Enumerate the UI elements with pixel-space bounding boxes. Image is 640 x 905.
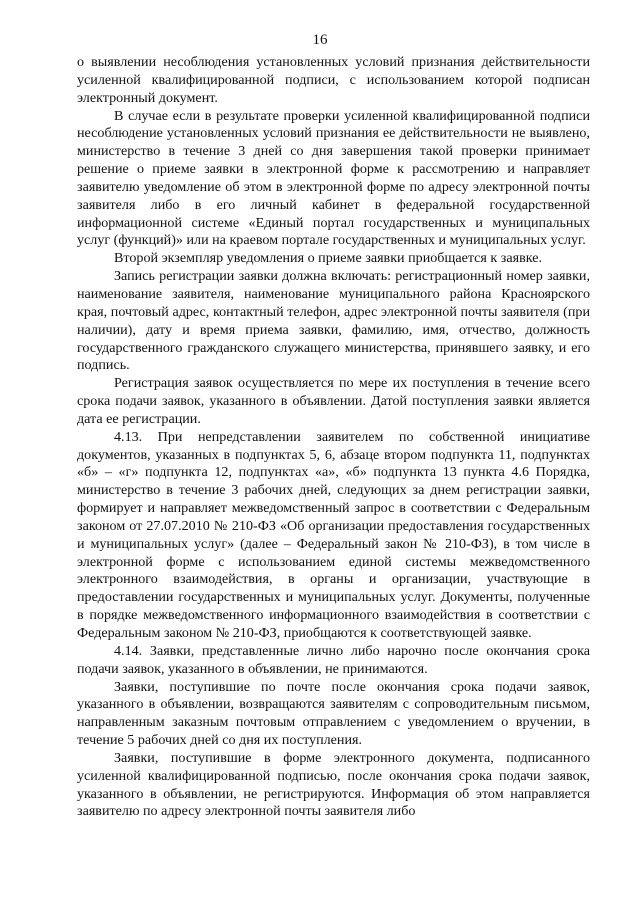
paragraph-9: Заявки, поступившие в форме электронного документа, подписанного усиленной квалифицированной подписью, после окончания срока подачи заявок, указанного в объявлении, не регистрируются. Информация об этом направляется заявителю по адресу электронной почты заявителя либо (77, 749, 590, 820)
paragraph-8: Заявки, поступившие по почте после окончания срока подачи заявок, указанного в объявлении, возвращаются заявителям с сопроводительным письмом, направленным заказным почтовым отправлением с уведомлением о вручении, в течение 5 рабочих дней со дня их поступления. (77, 678, 590, 749)
paragraph-3: Второй экземпляр уведомления о приеме заявки приобщается к заявке. (114, 250, 543, 267)
paragraph-7: 4.14. Заявки, представленные лично либо нарочно после окончания срока подачи заявок, указанного в объявлении, не принимаются. (77, 642, 590, 677)
paragraph-6: 4.13. При непредставлении заявителем по собственной инициативе документов, указанных в подпунктах 5, 6, абзаце втором подпункта 11, подпунктах «б» – «г» подпункта 12, подпунктах «а», «б» подпункта 13 пункта 4.6 Порядка, министерство в течение 3 рабочих дней, следующих за днем регистрации заявки, формирует и направляет межведомственный запрос в соответствии с Федеральным законом от 27.07.2010 № 210-ФЗ «Об организации предоставления государственных и муниципальных услуг» (далее – Федеральный закон № 210-ФЗ), в том числе в электронной форме с использованием единой системы межведомственного электронного взаимодействия, в органы и организации, участвующие в предоставлении государственных и муниципальных услуг. Документы, полученные в порядке межведомственного информационного взаимодействия в соответствии с Федеральным законом № 210-ФЗ, приобщаются к соответствующей заявке. (77, 428, 590, 641)
document-body (77, 54, 590, 821)
paragraph-4: Запись регистрации заявки должна включать: регистрационный номер заявки, наименование заявителя, наименование муниципального района Красноярского края, почтовый адрес, контактный телефон, адрес электронной почты заявителя (при наличии), дату и время приема заявки, фамилию, имя, отчество, должность государственного гражданского служащего министерства, принявшего заявку, и его подпись. (77, 268, 590, 374)
paragraph-5: Регистрация заявок осуществляется по мере их поступления в течение всего срока подачи заявок, указанного в объявлении. Датой поступления заявки является дата ее регистрации. (77, 375, 590, 427)
page-number: 16 (312, 32, 328, 48)
paragraph-1: о выявлении несоблюдения установленных условий признания действительности усиленной квалифицированной подписи, с использованием которой подписан электронный документ. (77, 54, 590, 106)
paragraph-2: В случае если в результате проверки усиленной квалифицированной подписи несоблюдение установленных условий признания ее действительности не выявлено, министерство в течение 3 дней со дня завершения такой проверки принимает решение о приеме заявки в электронной форме к рассмотрению и направляет заявителю уведомление об этом в электронной форме по адресу электронной почты заявителя либо в его личный кабинет в федеральной государственной информационной системе «Единый портал государственных и муниципальных услуг (функций)» или на краевом портале государственных и муниципальных услуг. (77, 107, 590, 249)
